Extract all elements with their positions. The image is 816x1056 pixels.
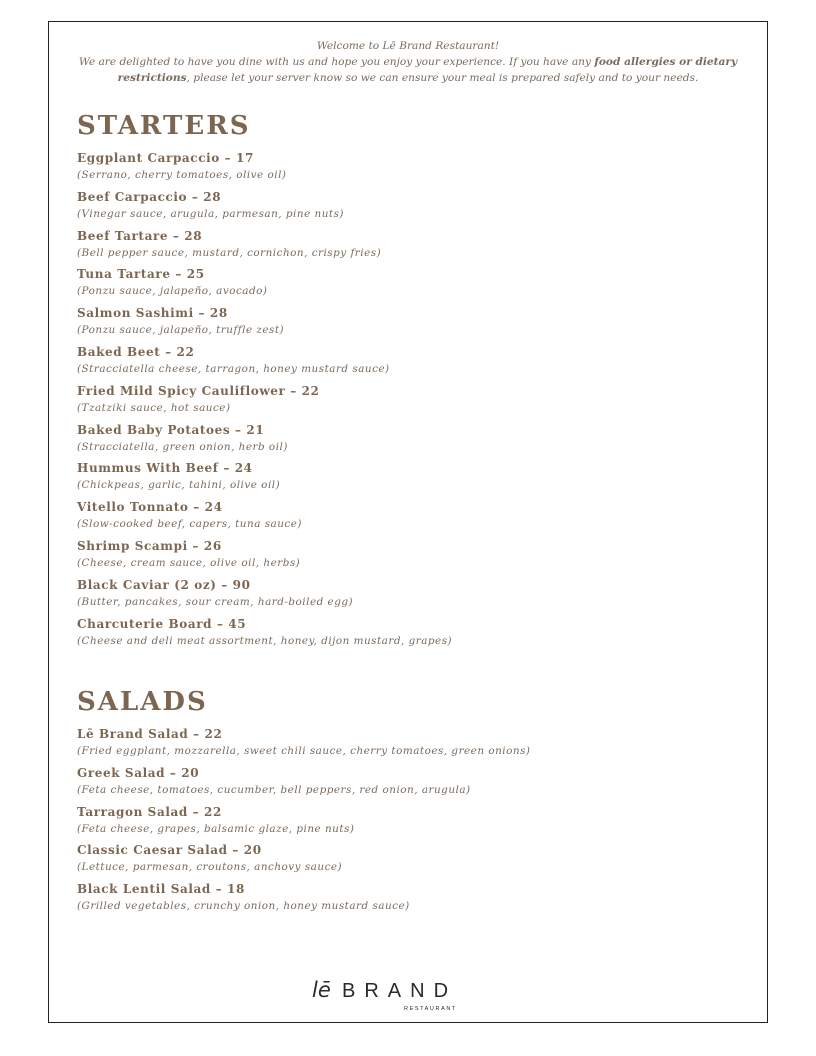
menu-item-description: (Fried eggplant, mozzarella, sweet chili sauce, cherry tomatoes, green onions) — [77, 745, 531, 757]
section-title-salads: SALADS — [77, 687, 208, 717]
starters-list — [77, 149, 757, 653]
menu-item — [77, 537, 757, 576]
logo-le: lē — [312, 978, 331, 1002]
menu-item-description: (Ponzu sauce, jalapeño, truffle zest) — [77, 324, 285, 337]
menu-item-name: Black Caviar (2 oz) – 90 — [77, 577, 251, 592]
menu-item — [77, 188, 757, 227]
allergy-notice-text-end: , please let your server know so we can ensure your meal is prepared safely and to your needs. — [186, 72, 699, 84]
menu-item-name: Baked Beet – 22 — [77, 344, 195, 359]
menu-item-name: Black Lentil Salad – 18 — [77, 882, 245, 897]
menu-item — [77, 343, 757, 382]
menu-item-name: Lē Brand Salad – 22 — [77, 727, 223, 741]
menu-item-description: (Chickpeas, garlic, tahini, olive oil) — [77, 479, 281, 492]
menu-item-description: (Stracciatella, green onion, herb oil) — [77, 440, 288, 453]
menu-item-description: (Bell pepper sauce, mustard, cornichon, crispy fries) — [77, 246, 382, 259]
menu-item-name: Greek Salad – 20 — [77, 765, 200, 780]
menu-item-name: Tuna Tartare – 25 — [77, 267, 205, 282]
salads-list — [77, 725, 757, 919]
menu-item-description: (Slow-cooked beef, capers, tuna sauce) — [77, 518, 302, 531]
menu-item — [77, 803, 757, 842]
welcome-line: Welcome to Lē Brand Restaurant! — [316, 40, 500, 52]
menu-item-description: (Butter, pancakes, sour cream, hard-boiled egg) — [77, 595, 354, 608]
menu-item-description: (Ponzu sauce, jalapeño, avocado) — [77, 285, 268, 298]
menu-item — [77, 265, 757, 304]
menu-item-name: Charcuterie Board – 45 — [77, 616, 247, 631]
menu-item-description: (Cheese and deli meat assortment, honey, dijon mustard, grapes) — [77, 634, 453, 647]
section-title-starters: STARTERS — [77, 111, 251, 141]
menu-item-description: (Serrano, cherry tomatoes, olive oil) — [77, 169, 287, 181]
menu-item-name: Hummus With Beef – 24 — [77, 461, 253, 476]
menu-item — [77, 576, 757, 615]
menu-item — [77, 459, 757, 498]
menu-item-name: Classic Caesar Salad – 20 — [77, 843, 262, 858]
menu-item-description: (Stracciatella cheese, tarragon, honey mustard sauce) — [77, 362, 390, 375]
menu-item-description: (Tzatziki sauce, hot sauce) — [77, 401, 231, 414]
menu-item — [77, 841, 757, 880]
allergy-notice-emphasis: food allergies or dietary restrictions — [117, 56, 738, 84]
allergy-notice-text: We are delighted to have you dine with us and hope you enjoy your experience. If you have any — [78, 56, 595, 68]
menu-item-name: Vitello Tonnato – 24 — [77, 500, 223, 515]
menu-item-description: (Vinegar sauce, arugula, parmesan, pine nuts) — [77, 207, 344, 220]
menu-item-name: Fried Mild Spicy Cauliflower – 22 — [77, 383, 320, 398]
menu-item — [77, 149, 757, 188]
salads-section — [77, 687, 757, 919]
menu-item-description: (Grilled vegetables, crunchy onion, honey mustard sauce) — [77, 900, 410, 913]
menu-item-name: Shrimp Scampi – 26 — [77, 538, 222, 553]
welcome-message — [78, 38, 738, 86]
logo-subtitle: RESTAURANT — [404, 1006, 457, 1012]
menu-item — [77, 382, 757, 421]
menu-item — [77, 764, 757, 803]
logo-brand: BRAND — [342, 980, 458, 1002]
menu-item — [77, 227, 757, 266]
menu-item — [77, 304, 757, 343]
menu-item-description: (Feta cheese, grapes, balsamic glaze, pine nuts) — [77, 822, 355, 835]
menu-item-description: (Feta cheese, tomatoes, cucumber, bell peppers, red onion, arugula) — [77, 783, 471, 796]
menu-item — [77, 421, 757, 460]
menu-item-name: Beef Tartare – 28 — [77, 228, 203, 243]
menu-item-name: Beef Carpaccio – 28 — [77, 189, 222, 204]
allergy-notice — [78, 54, 738, 86]
menu-item-name: Tarragon Salad – 22 — [77, 804, 222, 819]
menu-item — [77, 498, 757, 537]
menu-item — [77, 615, 757, 654]
menu-item-description: (Cheese, cream sauce, olive oil, herbs) — [77, 556, 301, 569]
menu-item-name: Baked Baby Potatoes – 21 — [77, 422, 265, 437]
menu-item-description: (Lettuce, parmesan, croutons, anchovy sauce) — [77, 861, 343, 874]
starters-section — [77, 111, 757, 653]
menu-item-name: Eggplant Carpaccio – 17 — [77, 151, 254, 165]
menu-item — [77, 880, 757, 919]
brand-logo — [312, 978, 482, 1016]
menu-item-name: Salmon Sashimi – 28 — [77, 306, 228, 321]
menu-item — [77, 725, 757, 764]
